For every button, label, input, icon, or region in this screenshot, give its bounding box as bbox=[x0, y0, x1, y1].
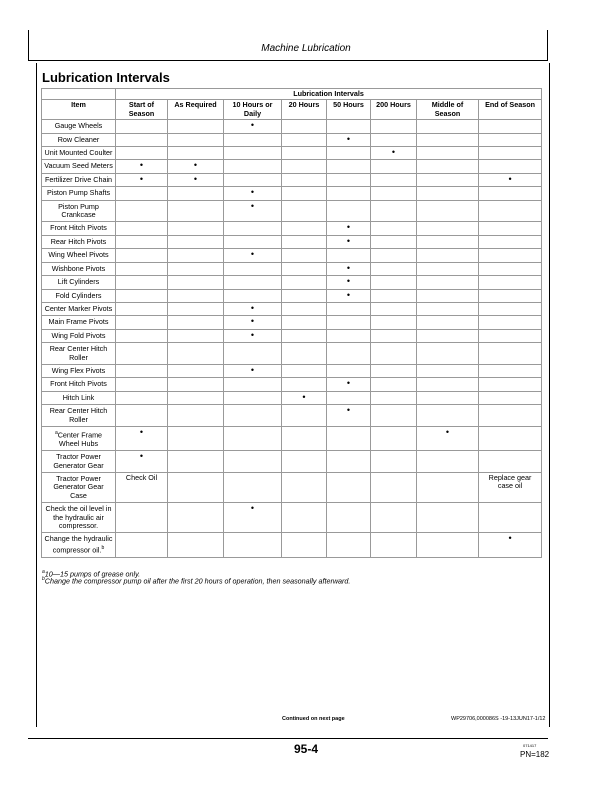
table-row bbox=[42, 235, 542, 248]
footer-rule bbox=[28, 738, 548, 739]
table-row bbox=[42, 472, 542, 502]
interval-cell bbox=[371, 173, 417, 186]
column-header: 50 Hours bbox=[327, 100, 371, 120]
interval-cell bbox=[417, 120, 479, 133]
interval-cell bbox=[168, 364, 224, 377]
interval-dot: • bbox=[224, 120, 282, 133]
interval-cell bbox=[116, 133, 168, 146]
interval-cell bbox=[282, 364, 327, 377]
table-row bbox=[42, 262, 542, 275]
interval-cell bbox=[282, 503, 327, 533]
interval-cell bbox=[116, 364, 168, 377]
interval-cell bbox=[116, 316, 168, 329]
item-cell: Wing Flex Pivots bbox=[42, 364, 116, 377]
interval-cell bbox=[479, 276, 542, 289]
interval-cell bbox=[479, 133, 542, 146]
interval-dot: • bbox=[224, 316, 282, 329]
interval-cell bbox=[282, 200, 327, 222]
interval-cell bbox=[371, 391, 417, 404]
interval-dot: • bbox=[224, 200, 282, 222]
interval-cell bbox=[479, 147, 542, 160]
table-row bbox=[42, 133, 542, 146]
column-header: Middle of Season bbox=[417, 100, 479, 120]
interval-cell bbox=[282, 343, 327, 365]
interval-cell bbox=[371, 160, 417, 173]
interval-dot: • bbox=[116, 451, 168, 473]
interval-dot: • bbox=[327, 405, 371, 427]
interval-dot: • bbox=[417, 426, 479, 450]
interval-cell bbox=[327, 533, 371, 557]
interval-cell bbox=[282, 451, 327, 473]
footnote-b: $^b$Change the compressor pump oil after the first 20 hours of operation, then seasonally afterward. bbox=[42, 576, 351, 586]
interval-cell bbox=[417, 289, 479, 302]
interval-cell bbox=[417, 276, 479, 289]
interval-cell bbox=[116, 222, 168, 235]
interval-cell bbox=[417, 316, 479, 329]
interval-cell bbox=[282, 426, 327, 450]
interval-cell bbox=[417, 391, 479, 404]
interval-cell bbox=[116, 329, 168, 342]
interval-cell bbox=[327, 147, 371, 160]
interval-cell bbox=[327, 426, 371, 450]
interval-dot: • bbox=[327, 378, 371, 391]
interval-dot: • bbox=[327, 262, 371, 275]
item-cell: Tractor Power Generator Gear bbox=[42, 451, 116, 473]
table-row bbox=[42, 329, 542, 342]
interval-cell bbox=[282, 120, 327, 133]
interval-cell bbox=[479, 222, 542, 235]
interval-cell bbox=[168, 316, 224, 329]
interval-cell bbox=[371, 249, 417, 262]
interval-cell bbox=[327, 249, 371, 262]
table-row bbox=[42, 249, 542, 262]
interval-cell bbox=[168, 426, 224, 450]
column-header: 200 Hours bbox=[371, 100, 417, 120]
interval-dot: • bbox=[327, 133, 371, 146]
interval-cell bbox=[282, 329, 327, 342]
table-row bbox=[42, 222, 542, 235]
interval-cell bbox=[116, 276, 168, 289]
item-cell: Piston Pump Shafts bbox=[42, 187, 116, 200]
table-row bbox=[42, 503, 542, 533]
table-row bbox=[42, 302, 542, 315]
interval-cell bbox=[282, 405, 327, 427]
item-cell: Unit Mounted Coulter bbox=[42, 147, 116, 160]
interval-cell bbox=[168, 262, 224, 275]
item-cell: Tractor Power Generator Gear Case bbox=[42, 472, 116, 502]
header-title: Machine Lubrication bbox=[261, 43, 351, 54]
interval-cell bbox=[168, 200, 224, 222]
interval-dot: • bbox=[224, 249, 282, 262]
interval-cell bbox=[224, 262, 282, 275]
interval-cell bbox=[479, 426, 542, 450]
interval-cell bbox=[116, 302, 168, 315]
interval-dot: • bbox=[224, 503, 282, 533]
interval-cell bbox=[168, 289, 224, 302]
interval-cell bbox=[479, 391, 542, 404]
column-header-row bbox=[42, 100, 542, 120]
column-header: 10 Hours or Daily bbox=[224, 100, 282, 120]
item-cell: Rear Center Hitch Roller bbox=[42, 343, 116, 365]
interval-cell bbox=[417, 451, 479, 473]
table-row bbox=[42, 316, 542, 329]
interval-cell bbox=[371, 276, 417, 289]
interval-cell bbox=[224, 133, 282, 146]
interval-cell bbox=[168, 147, 224, 160]
interval-cell bbox=[116, 147, 168, 160]
interval-dot: • bbox=[116, 426, 168, 450]
interval-cell bbox=[168, 120, 224, 133]
item-cell: $^a$Center Frame Wheel Hubs bbox=[42, 426, 116, 450]
interval-cell bbox=[479, 235, 542, 248]
interval-cell bbox=[116, 187, 168, 200]
interval-cell bbox=[168, 472, 224, 502]
interval-cell bbox=[168, 133, 224, 146]
interval-cell bbox=[371, 503, 417, 533]
interval-cell bbox=[168, 343, 224, 365]
interval-cell bbox=[479, 364, 542, 377]
interval-cell bbox=[116, 120, 168, 133]
interval-cell bbox=[417, 343, 479, 365]
interval-cell bbox=[479, 200, 542, 222]
interval-dot: • bbox=[224, 329, 282, 342]
item-cell: Center Marker Pivots bbox=[42, 302, 116, 315]
table-row bbox=[42, 276, 542, 289]
table-row bbox=[42, 200, 542, 222]
interval-cell bbox=[417, 533, 479, 557]
interval-cell bbox=[282, 316, 327, 329]
interval-cell bbox=[327, 451, 371, 473]
interval-cell bbox=[282, 147, 327, 160]
interval-cell bbox=[371, 316, 417, 329]
interval-cell bbox=[116, 343, 168, 365]
interval-cell bbox=[371, 426, 417, 450]
interval-cell bbox=[282, 133, 327, 146]
table-row bbox=[42, 451, 542, 473]
item-cell: Change the hydraulic compressor oil.$^b$ bbox=[42, 533, 116, 557]
interval-cell bbox=[224, 451, 282, 473]
interval-dot: • bbox=[224, 302, 282, 315]
interval-cell bbox=[371, 343, 417, 365]
interval-dot: • bbox=[224, 364, 282, 377]
interval-cell bbox=[116, 405, 168, 427]
interval-dot: • bbox=[327, 235, 371, 248]
interval-cell bbox=[371, 364, 417, 377]
interval-cell bbox=[282, 222, 327, 235]
table-row bbox=[42, 391, 542, 404]
header-bottom-rule bbox=[28, 60, 548, 61]
interval-dot: • bbox=[168, 160, 224, 173]
interval-cell bbox=[168, 391, 224, 404]
interval-cell bbox=[417, 133, 479, 146]
interval-cell bbox=[479, 378, 542, 391]
interval-cell bbox=[224, 533, 282, 557]
interval-cell bbox=[327, 343, 371, 365]
interval-cell bbox=[479, 187, 542, 200]
item-cell: Rear Center Hitch Roller bbox=[42, 405, 116, 427]
interval-cell bbox=[417, 329, 479, 342]
interval-cell bbox=[224, 222, 282, 235]
interval-cell bbox=[479, 405, 542, 427]
table-row bbox=[42, 120, 542, 133]
table-row bbox=[42, 160, 542, 173]
interval-dot: • bbox=[327, 276, 371, 289]
item-cell: Wing Fold Pivots bbox=[42, 329, 116, 342]
interval-cell bbox=[168, 329, 224, 342]
interval-cell bbox=[327, 503, 371, 533]
interval-cell bbox=[417, 405, 479, 427]
interval-cell bbox=[371, 329, 417, 342]
interval-cell bbox=[116, 289, 168, 302]
column-header: Start of Season bbox=[116, 100, 168, 120]
interval-cell bbox=[224, 289, 282, 302]
interval-cell bbox=[168, 222, 224, 235]
interval-cell bbox=[479, 262, 542, 275]
interval-cell bbox=[224, 472, 282, 502]
table-row bbox=[42, 173, 542, 186]
item-cell: Wing Wheel Pivots bbox=[42, 249, 116, 262]
interval-cell bbox=[168, 405, 224, 427]
interval-cell bbox=[371, 405, 417, 427]
interval-cell bbox=[479, 343, 542, 365]
interval-cell bbox=[417, 302, 479, 315]
interval-cell bbox=[417, 147, 479, 160]
table-row bbox=[42, 426, 542, 450]
interval-cell bbox=[224, 235, 282, 248]
interval-cell bbox=[116, 391, 168, 404]
table-body bbox=[42, 120, 542, 557]
item-cell: Vacuum Seed Meters bbox=[42, 160, 116, 173]
interval-cell bbox=[371, 378, 417, 391]
interval-cell bbox=[224, 343, 282, 365]
interval-cell bbox=[282, 533, 327, 557]
interval-cell bbox=[417, 262, 479, 275]
interval-cell bbox=[371, 133, 417, 146]
interval-cell: Check Oil bbox=[116, 472, 168, 502]
interval-cell bbox=[417, 173, 479, 186]
interval-cell bbox=[479, 329, 542, 342]
interval-cell bbox=[371, 200, 417, 222]
interval-cell bbox=[371, 451, 417, 473]
interval-cell bbox=[371, 472, 417, 502]
interval-cell bbox=[224, 160, 282, 173]
interval-cell bbox=[282, 262, 327, 275]
interval-cell bbox=[282, 173, 327, 186]
interval-cell bbox=[479, 451, 542, 473]
interval-cell bbox=[116, 235, 168, 248]
interval-cell bbox=[479, 503, 542, 533]
interval-cell bbox=[371, 289, 417, 302]
group-header: Lubrication Intervals bbox=[116, 89, 542, 100]
page-number: 95-4 bbox=[293, 742, 319, 756]
interval-dot: • bbox=[371, 147, 417, 160]
interval-cell bbox=[168, 533, 224, 557]
interval-cell bbox=[224, 147, 282, 160]
interval-dot: • bbox=[116, 173, 168, 186]
interval-cell bbox=[371, 262, 417, 275]
item-cell: Lift Cylinders bbox=[42, 276, 116, 289]
table-row bbox=[42, 364, 542, 377]
interval-cell bbox=[116, 262, 168, 275]
column-header: As Required bbox=[168, 100, 224, 120]
item-cell: Hitch Link bbox=[42, 391, 116, 404]
interval-cell bbox=[224, 276, 282, 289]
item-cell: Fertilizer Drive Chain bbox=[42, 173, 116, 186]
interval-cell bbox=[224, 391, 282, 404]
column-header: End of Season bbox=[479, 100, 542, 120]
interval-cell bbox=[224, 405, 282, 427]
interval-dot: • bbox=[479, 533, 542, 557]
table-row bbox=[42, 378, 542, 391]
interval-cell bbox=[282, 160, 327, 173]
interval-cell bbox=[327, 160, 371, 173]
interval-cell bbox=[327, 173, 371, 186]
interval-dot: • bbox=[116, 160, 168, 173]
item-cell: Front Hitch Pivots bbox=[42, 222, 116, 235]
interval-cell bbox=[168, 249, 224, 262]
interval-cell bbox=[327, 472, 371, 502]
interval-cell bbox=[417, 472, 479, 502]
interval-cell bbox=[282, 302, 327, 315]
interval-cell bbox=[282, 187, 327, 200]
interval-dot: • bbox=[479, 173, 542, 186]
interval-cell bbox=[327, 329, 371, 342]
item-cell: Fold Cylinders bbox=[42, 289, 116, 302]
interval-cell bbox=[479, 160, 542, 173]
table-row bbox=[42, 343, 542, 365]
interval-dot: • bbox=[327, 289, 371, 302]
interval-cell bbox=[282, 289, 327, 302]
interval-cell bbox=[282, 276, 327, 289]
interval-cell bbox=[371, 235, 417, 248]
item-cell: Row Cleaner bbox=[42, 133, 116, 146]
interval-cell bbox=[417, 235, 479, 248]
table-row bbox=[42, 147, 542, 160]
interval-cell bbox=[479, 249, 542, 262]
interval-cell bbox=[327, 391, 371, 404]
interval-dot: • bbox=[282, 391, 327, 404]
interval-cell bbox=[327, 364, 371, 377]
interval-cell bbox=[282, 472, 327, 502]
interval-cell bbox=[371, 302, 417, 315]
column-header: 20 Hours bbox=[282, 100, 327, 120]
table-corner bbox=[42, 89, 116, 100]
interval-cell bbox=[116, 533, 168, 557]
interval-dot: • bbox=[168, 173, 224, 186]
item-cell: Check the oil level in the hydraulic air compressor. bbox=[42, 503, 116, 533]
interval-cell bbox=[479, 302, 542, 315]
section-title: Lubrication Intervals bbox=[42, 70, 170, 85]
interval-cell bbox=[417, 187, 479, 200]
interval-cell bbox=[417, 160, 479, 173]
pn-label: PN=182 bbox=[520, 750, 550, 759]
interval-cell bbox=[168, 378, 224, 391]
item-cell: Gauge Wheels bbox=[42, 120, 116, 133]
document-code: WP29706,000086S -19-13JUN17-1/12 bbox=[451, 716, 546, 722]
interval-cell bbox=[371, 533, 417, 557]
table-row bbox=[42, 405, 542, 427]
interval-cell bbox=[371, 222, 417, 235]
interval-cell bbox=[224, 426, 282, 450]
interval-cell bbox=[168, 235, 224, 248]
small-code: 071417 bbox=[523, 743, 537, 748]
interval-cell bbox=[282, 378, 327, 391]
interval-dot: • bbox=[327, 222, 371, 235]
interval-cell bbox=[116, 503, 168, 533]
interval-cell bbox=[327, 302, 371, 315]
interval-cell bbox=[417, 503, 479, 533]
interval-cell bbox=[371, 120, 417, 133]
interval-cell bbox=[417, 364, 479, 377]
interval-cell bbox=[417, 249, 479, 262]
interval-cell bbox=[417, 222, 479, 235]
item-cell: Rear Hitch Pivots bbox=[42, 235, 116, 248]
lubrication-table bbox=[41, 88, 542, 558]
column-header: Item bbox=[42, 100, 116, 120]
interval-cell bbox=[168, 451, 224, 473]
interval-cell bbox=[417, 200, 479, 222]
interval-cell bbox=[168, 187, 224, 200]
interval-cell bbox=[479, 289, 542, 302]
table-row bbox=[42, 187, 542, 200]
interval-cell bbox=[224, 378, 282, 391]
interval-cell bbox=[327, 187, 371, 200]
interval-cell bbox=[168, 503, 224, 533]
item-cell: Front Hitch Pivots bbox=[42, 378, 116, 391]
interval-cell bbox=[224, 173, 282, 186]
interval-dot: • bbox=[224, 187, 282, 200]
table-row bbox=[42, 533, 542, 557]
interval-cell bbox=[327, 200, 371, 222]
interval-cell bbox=[327, 120, 371, 133]
interval-cell bbox=[116, 200, 168, 222]
item-cell: Wishbone Pivots bbox=[42, 262, 116, 275]
continued-note: Continued on next page bbox=[282, 716, 345, 722]
interval-cell bbox=[116, 249, 168, 262]
interval-cell bbox=[168, 302, 224, 315]
interval-cell bbox=[417, 378, 479, 391]
interval-cell bbox=[371, 187, 417, 200]
item-cell: Piston Pump Crankcase bbox=[42, 200, 116, 222]
interval-cell bbox=[327, 316, 371, 329]
interval-cell: Replace gear case oil bbox=[479, 472, 542, 502]
table-row bbox=[42, 289, 542, 302]
interval-cell bbox=[479, 316, 542, 329]
footnote-a: $^a$10—15 pumps of grease only. bbox=[42, 569, 141, 579]
interval-cell bbox=[282, 235, 327, 248]
interval-cell bbox=[479, 120, 542, 133]
interval-cell bbox=[282, 249, 327, 262]
interval-cell bbox=[116, 378, 168, 391]
item-cell: Main Frame Pivots bbox=[42, 316, 116, 329]
interval-cell bbox=[168, 276, 224, 289]
